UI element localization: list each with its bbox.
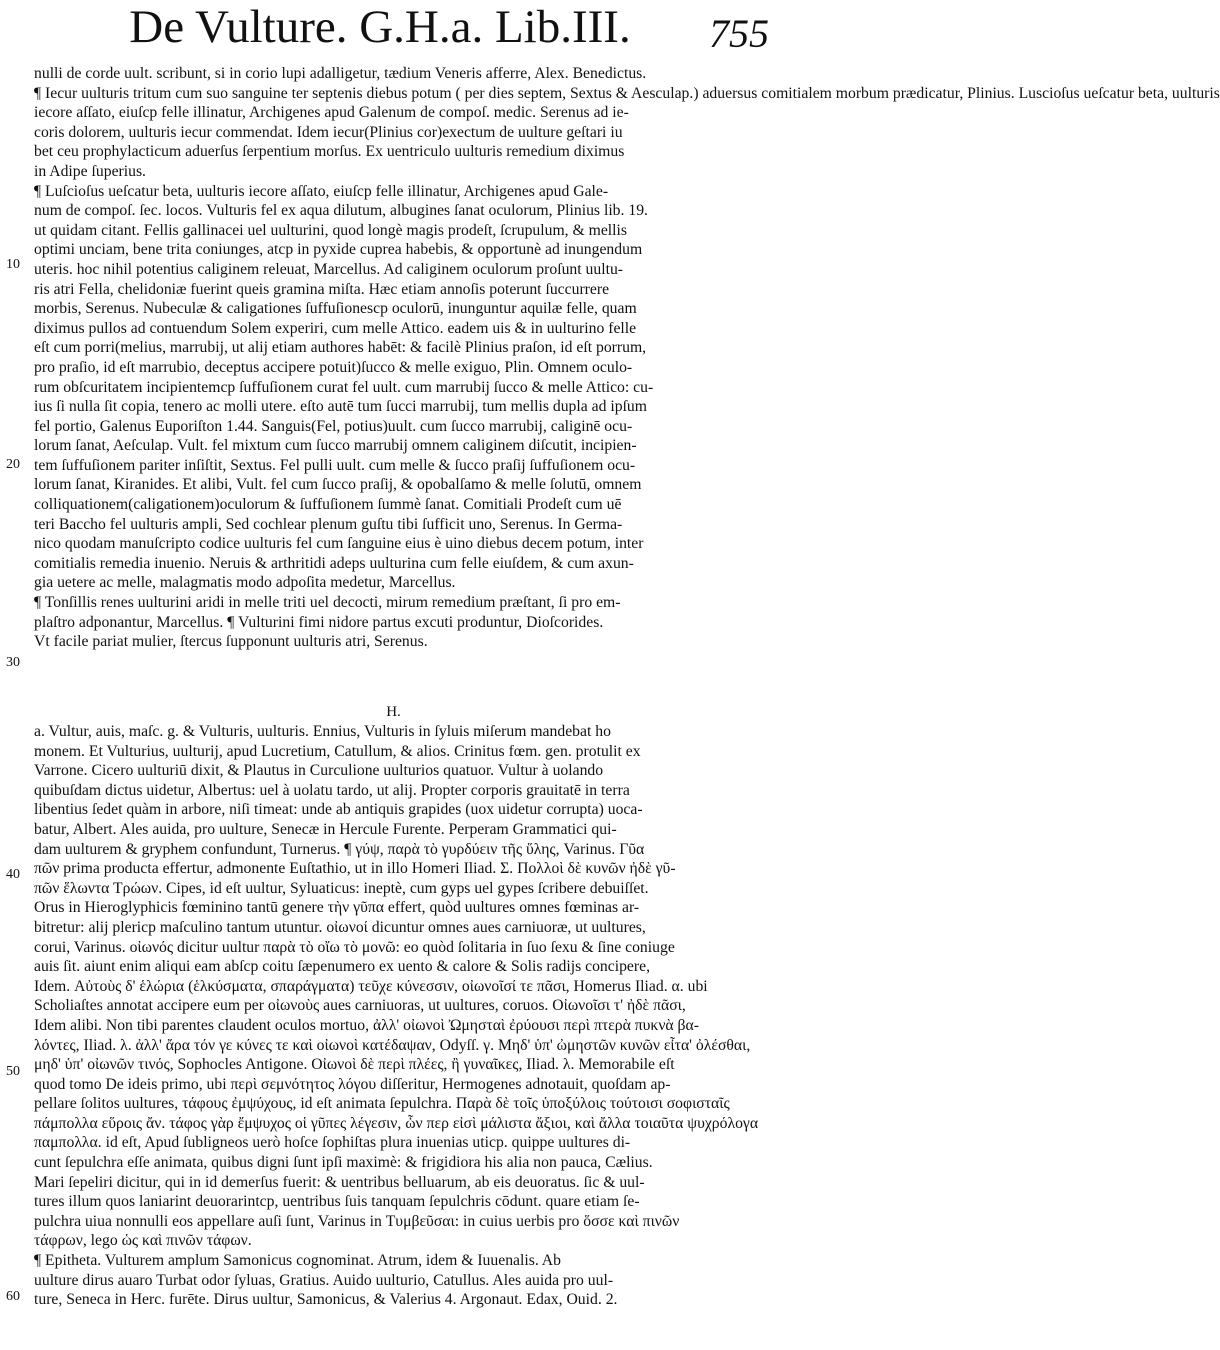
text-line: Idem. Αὐτοὺς δ' ἑλώρια (ἑλκύσματα, σπαράγματα) τεῦχε κύνεσσιν, οἰωνοῖσί τε πᾶσι, Homerus Iliad. α. ubi xyxy=(34,977,708,995)
text-line: lorum ſanat, Kiranides. Et alibi, Vult. fel cum ſucco praſij, & opobalſamo & melle ſolutū, omnem xyxy=(34,476,642,494)
text-line: bet ceu prophylacticum aduerſus ſerpentium morſus. Ex uentriculo uulturis remedium diximus xyxy=(34,143,625,161)
text-line: a. Vultur, auis, maſc. g. & Vulturis, uulturis. Ennius, Vulturis in ſyluis miſerum mandebat ho xyxy=(34,723,611,740)
margin-line-number: 10 xyxy=(6,257,20,272)
text-line: cunt ſepulchra eſſe animata, quibus digni ſunt ipſi maximè: & frigidiora his alia non pauca, Cælius. xyxy=(34,1154,653,1172)
text-line: πῶν prima producta effertur, admonente Euſtathio, ut in illo Homeri Iliad. Σ. Πολλοὶ δὲ κυνῶν ἠδὲ γῦ- xyxy=(34,860,676,878)
text-line: pro praſio, id eſt marrubio, deceptus accipere potuit)ſucco & melle exiguo, Plin. Omnem oculo- xyxy=(34,358,633,376)
text-line: batur, Albert. Ales auida, pro uulture, Senecæ in Hercule Furente. Perperam Grammatici qui- xyxy=(34,820,617,838)
text-line: colliquationem(caligationem)oculorum & ſuffuſionem ſummè ſanat. Comitiali Prodeſt cum uē xyxy=(34,496,622,514)
section-g-text xyxy=(34,64,1220,652)
text-line: plaſtro adponantur, Marcellus. ¶ Vulturini fimi nidore partus excuti produntur, Dioſcorides. xyxy=(34,613,604,631)
text-line: μηδ' ὑπ' οἰωνῶν τινός, Sophocles Antigone. Οἰωνοὶ δὲ περὶ πλέες, ἢ γυναῖκες, Iliad. λ. Memorabile eſt xyxy=(34,1056,675,1074)
text-line: ture, Seneca in Herc. furēte. Dirus uultur, Samonicus, & Valerius 4. Argonaut. Edax, Ouid. 2. xyxy=(34,1291,618,1309)
text-line: pulchra uiua nonnulli eos appellare auſi ſunt, Varinus in Τυμβεῦσαι: in cuius uerbis pro ὅσσε καὶ πινῶν xyxy=(34,1212,680,1230)
text-line: Idem alibi. Non tibi parentes claudent oculos mortuo, ἀλλ' οἰωνοὶ Ὠμησταὶ ἐρύουσι περὶ πτερὰ πυκνὰ βα- xyxy=(34,1016,699,1034)
margin-line-number: 40 xyxy=(6,867,20,882)
text-line: coris dolorem, uulturis iecur commendat. Idem iecur(Plinius cor)exectum de uulture geſtari iu xyxy=(34,123,623,141)
text-line: quibuſdam dictus uidetur, Albertus: uel à uolatu tardo, ut alij. Propter corporis grauitatē in terra xyxy=(34,781,630,799)
text-line: uteris. hoc nihil potentius caliginem releuat, Marcellus. Ad caliginem oculorum proſunt uultu- xyxy=(34,260,624,278)
text-line: nulli de corde uult. scribunt, si in corio lupi adalligetur, tædium Veneris afferre, Alex. Benedictus. xyxy=(34,65,647,82)
text-line: ¶ Tonſillis renes uulturini aridi in melle triti uel decocti, mirum remedium præſtant, ſi pro em- xyxy=(34,594,621,612)
text-line: fel portio, Galenus Euporiſton 1.44. Sanguis(Fel, potius)uult. cum ſucco marrubij, caliginē ocu- xyxy=(34,417,633,435)
text-line: uulture dirus auaro Turbat odor ſyluas, Gratius. Auido uulturio, Catullus. Ales auida pro uul- xyxy=(34,1271,614,1289)
text-line: corui, Varinus. οἰωνός dicitur uultur παρὰ τὸ οἴω τὸ μονῶ: eo quòd ſolitaria in ſuo ſexu & ſine coniuge xyxy=(34,938,675,956)
text-line: diximus pullos ad contuendum Solem experiri, cum melle Attico. eadem uis & in uulturino felle xyxy=(34,319,637,337)
text-line: Scholiaſtes annotat accipere eum per οἰωνοὺς aues carniuoras, ut uultures, coruos. Οἰωνοῖσι τ' ἠδὲ πᾶσι, xyxy=(34,997,686,1015)
text-line: Orus in Hieroglyphicis fœminino tantū genere τὴν γῦπα effert, quòd uultures omnes fœminas ar- xyxy=(34,899,640,917)
text-line: ut quidam citant. Fellis gallinacei uel uulturini, quod longè magis prodeſt, ſcrupulum, & mellis xyxy=(34,221,627,239)
text-line: morbis, Serenus. Nubeculæ & caligationes ſuffuſionescp oculorū, inunguntur aquilæ felle, quam xyxy=(34,300,637,318)
text-line: λόντες, Iliad. λ. ἀλλ' ἄρα τόν γε κύνες τε καὶ οἰωνοὶ κατέδαψαν, Odyſſ. γ. Μηδ' ὑπ' ὠμηστῶν κυνῶν εἶτα' ὀλέσθαι, xyxy=(34,1036,751,1054)
text-line: bitretur: alij plericp maſculino tantum utuntur. οἰωνοί dicuntur omnes aues carniuoræ, ut uultures, xyxy=(34,918,646,936)
text-line: libentius ſedet quàm in arbore, niſi timeat: unde ab antiquis grapides (uox uidetur corrupta) uoca- xyxy=(34,801,643,819)
text-line: eſt cum porri(melius, marrubij, ut alij etiam authores habēt: & facilè Plinius praſon, id eſt porrum, xyxy=(34,339,647,357)
text-line: dam uulturem & gryphem confundunt, Turnerus. ¶ γύψ, παρὰ τὸ γυρδύειν τῆς ὕλης, Varinus. Γῦα xyxy=(34,840,645,858)
text-line: tures illum quos laniarint deuorarintcp, uentribus ſuis tanquam ſepulchris cōdunt. quare etiam ſe- xyxy=(34,1193,640,1211)
text-line: optimi unciam, bene trita coniunges, atcp in pyxide cuprea habebis, & opportunè ad inungendum xyxy=(34,241,643,259)
text-line: quod tomo De ideis primo, ubi περὶ σεμνότητος λόγου diſſeritur, Hermogenes adnotauit, quoſdam ap- xyxy=(34,1075,671,1093)
text-line: πάμπολλα εὕροις ἄν. τάφος γὰρ ἔμψυχος οἱ γῦπες λέγεσιν, ὧν περ εἰσὶ μάλιστα ἄξιοι, καὶ ἄλλα τοιαῦτα ψυχρόλογα xyxy=(34,1114,759,1132)
section-h-text xyxy=(34,722,779,1310)
margin-line-number: 30 xyxy=(6,655,20,670)
text-line: iecore aſſato, eiuſcp felle illinatur, Archigenes apud Galenum de compoſ. medic. Serenus ad ie- xyxy=(34,104,629,122)
page-number: 755 xyxy=(709,11,769,56)
margin-line-number: 60 xyxy=(6,1289,20,1304)
text-line: num de compoſ. ſec. locos. Vulturis fel ex aqua dilutum, albugines ſanat oculorum, Plinius lib. 19. xyxy=(34,202,648,220)
text-line: πῶν ἕλωντα Τρώων. Cipes, id eſt uultur, Syluaticus: ineptè, cum gyps uel gypes ſcribere debuiſſet. xyxy=(34,879,649,897)
text-line: ¶ Luſcioſus ueſcatur beta, uulturis iecore aſſato, eiuſcp felle illinatur, Archigenes apud Gale- xyxy=(34,182,609,200)
text-line: in Adipe ſuperius. xyxy=(34,162,146,180)
margin-line-number: 50 xyxy=(6,1064,20,1079)
text-line: Mari ſepeliri dicitur, qui in id demerſus fuerit: & uentribus belluarum, ab eis deuoratus. ſic & uul- xyxy=(34,1173,645,1191)
text-line: ius ſi nulla ſit copia, tenero ac molli utere. eſto autē tum ſucci marrubij, tum mellis dupla ad ipſum xyxy=(34,398,647,416)
text-line: τάφρων, lego ὡς καὶ πινῶν τάφων. xyxy=(34,1232,252,1250)
text-line: παμπολλα. id eſt, Apud ſubligneos uerò hoſce ſophiſtas plura inuenias uticp. quippe uultures di- xyxy=(34,1134,631,1152)
text-line: rum obſcuritatem incipientemcp ſuffuſionem curat fel uult. cum marrubij ſucco & melle Attico: cu- xyxy=(34,378,654,396)
text-line: lorum ſanat, Aeſculap. Vult. fel mixtum cum ſucco marrubij omnem caliginem diſcutit, incipien- xyxy=(34,437,637,455)
text-line: ¶ Epitheta. Vulturem amplum Samonicus cognominat. Atrum, idem & Iuuenalis. Ab xyxy=(34,1252,561,1270)
text-line: ris atri Fella, chelidoniæ fuerint queis gramina miſta. Hæc etiam annoſis poterunt ſuccurrere xyxy=(34,280,610,298)
text-line: auis ſit. aiunt enim aliqui eam abſcp coitu ſæpenumero ex uento & calore & Solis radijs concipere, xyxy=(34,958,651,976)
text-line: ¶ Iecur uulturis tritum cum suo sanguine ter septenis diebus potum ( per dies septem, Sextus & Aesculap.) aduersus comitialem morbum prædicatur, Plinius. Luscioſus ueſcatur beta, uulturis xyxy=(34,84,1220,102)
text-line: tem ſuffuſionem pariter inſiſtit, Sextus. Fel pulli uult. cum melle & ſucco praſij ſuffuſionem ocu- xyxy=(34,456,636,474)
text-line: comitialis remedia inuenio. Neruis & arthritidi adeps uulturina cum felle eiuſdem, & cum axun- xyxy=(34,554,634,572)
text-line: pellare ſolitos uultures, τάφους ἐμψύχους, id eſt animata ſepulchra. Παρὰ δὲ τοῖς ὑποξύλοις τούτοισι σοφισταῖς xyxy=(34,1095,730,1113)
text-line: gia uetere ac melle, malagmatis modo adpoſita medetur, Marcellus. xyxy=(34,574,456,592)
text-line: nico quodam manuſcripto codice uulturis fel cum ſanguine eius è uino diebus decem potum, inter xyxy=(34,535,644,553)
text-line: teri Baccho fel uulturis ampli, Sed cochlear plenum guſtu tibi ſufficit uno, Serenus. In Germa- xyxy=(34,515,623,533)
text-line: monem. Et Vulturius, uulturij, apud Lucretium, Catullum, & alios. Crinitus fœm. gen. protulit ex xyxy=(34,742,641,760)
margin-line-number: 20 xyxy=(6,457,20,472)
section-letter-h: H. xyxy=(386,704,401,720)
text-line: Vt facile pariat mulier, ſtercus ſupponunt uulturis atri, Serenus. xyxy=(34,633,428,651)
text-line: Varrone. Cicero uulturiū dixit, & Plautus in Curculione uulturios quatuor. Vultur à uolando xyxy=(34,762,604,780)
running-title: De Vulture. G.H.a. Lib.III. xyxy=(129,1,631,53)
